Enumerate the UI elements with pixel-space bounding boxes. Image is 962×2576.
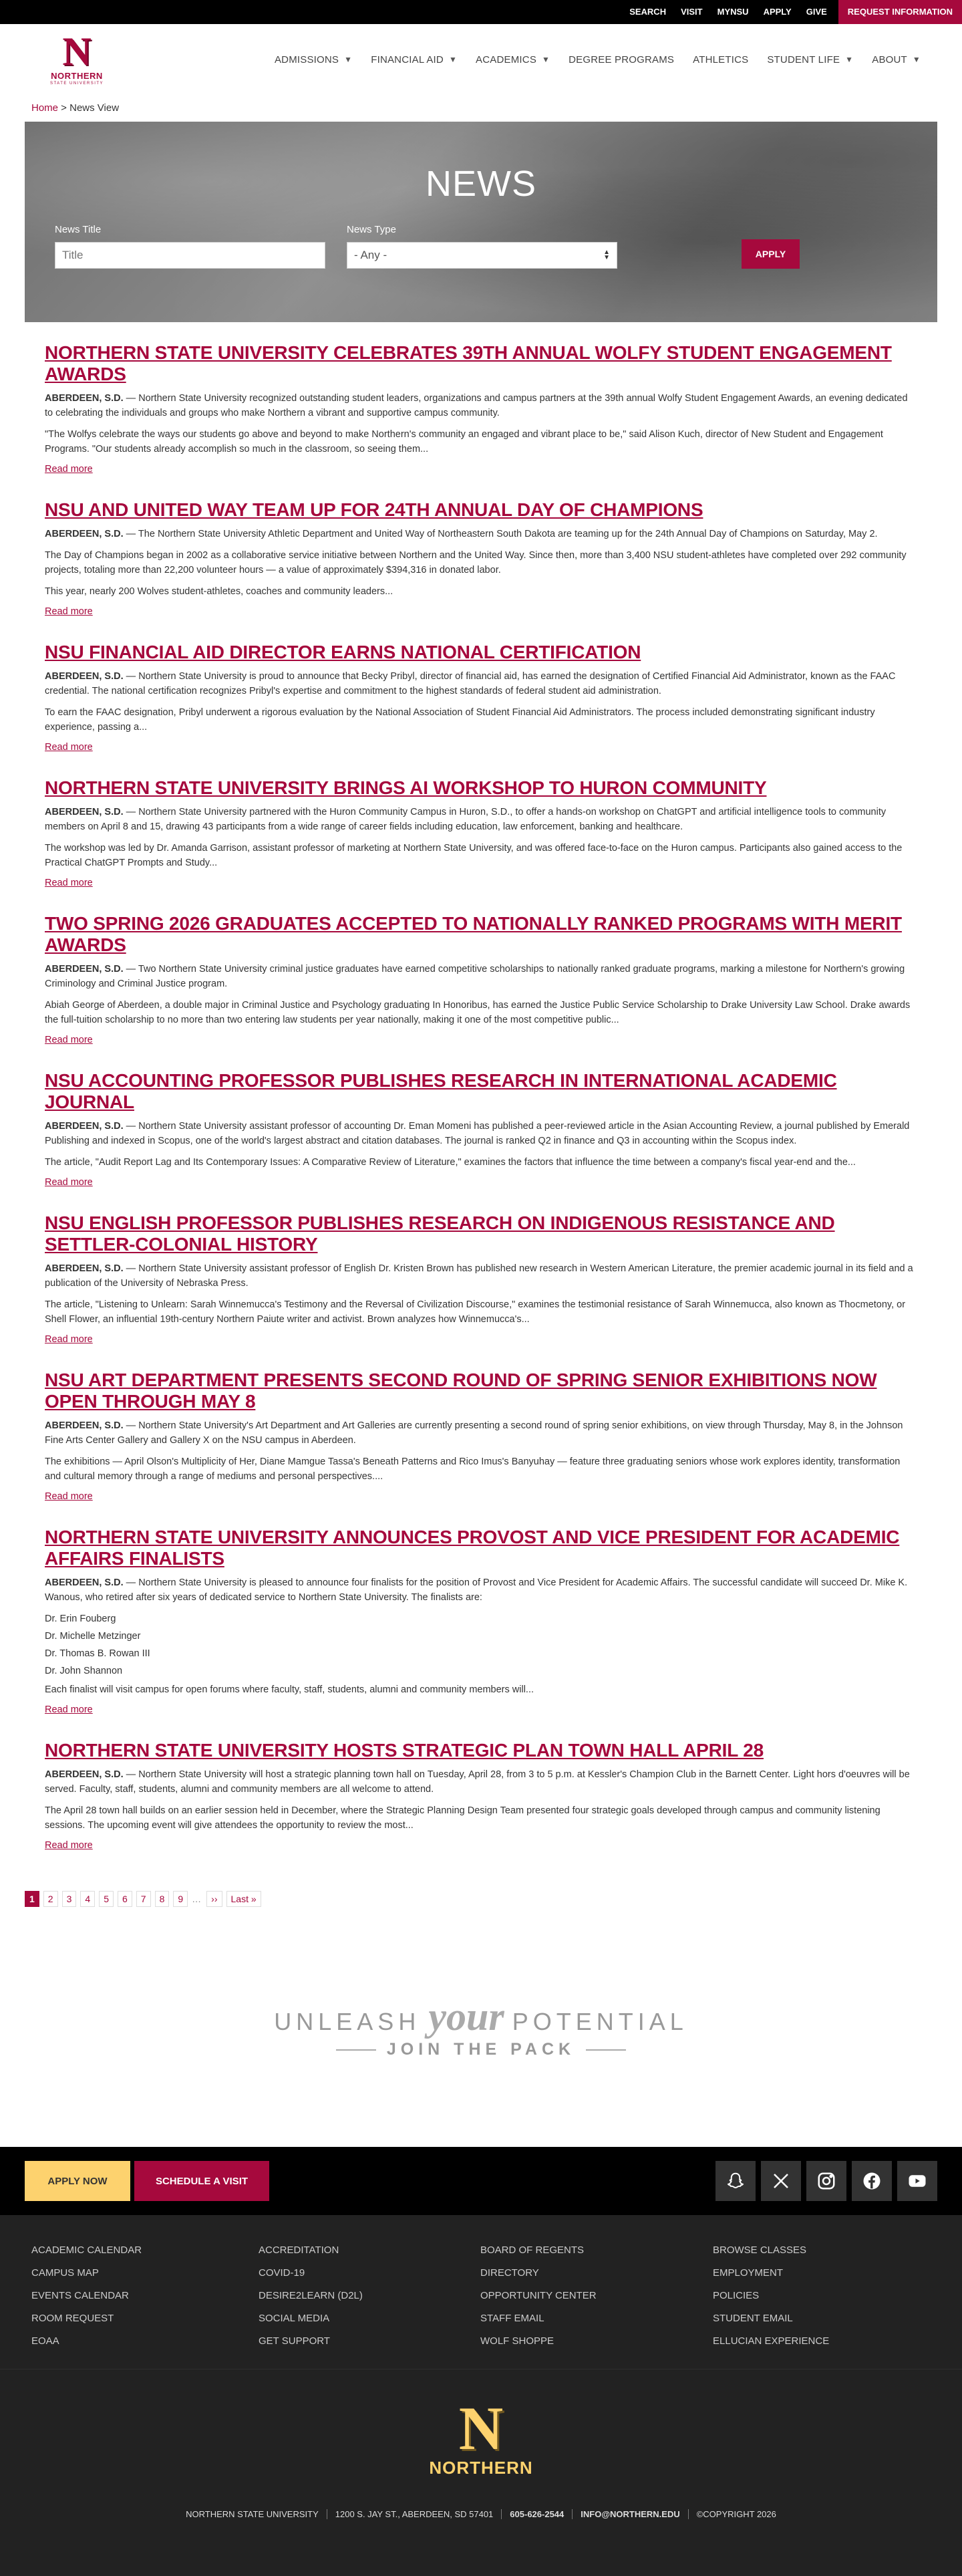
breadcrumb <box>0 95 962 122</box>
news-article <box>45 499 917 618</box>
site-header <box>0 24 962 95</box>
article-lead <box>45 1418 917 1448</box>
footer-link[interactable]: EVENTS CALENDAR <box>31 2290 129 2301</box>
x-icon[interactable] <box>761 2161 801 2201</box>
news-list <box>0 322 962 1851</box>
article-lead-text: — Northern State University recognized outstanding student leaders, organizations and campus partners at the 39th annual Wolfy Student Engagement Awards, an evening dedicated to celebrating the individuals and groups who make Northern a vibrant and supportive campus community. <box>45 393 908 418</box>
finalist-name: Dr. Erin Fouberg <box>45 1614 116 1624</box>
article-lead-text: — Northern State University's Art Department and Art Galleries are currently presenting a second round of spring senior exhibitions, on view through Thursday, May 8, in the Johnson Fine Arts Center Gallery and Gallery X on the NSU campus in Aberdeen. <box>45 1420 903 1446</box>
article-paragraph: Each finalist will visit campus for open forums where faculty, staff, students, alumni and community members will... <box>45 1684 534 1695</box>
article-title-link[interactable]: NSU ENGLISH PROFESSOR PUBLISHES RESEARCH ON INDIGENOUS RESISTANCE AND SETTLER-COLONIAL HISTORY <box>45 1212 835 1255</box>
article-dateline: ABERDEEN, S.D. <box>45 671 124 682</box>
caret-down-icon: ▼ <box>542 55 550 64</box>
page-link-7[interactable]: 7 <box>136 1891 151 1907</box>
article-lead <box>45 669 917 698</box>
article-lead <box>45 527 917 541</box>
news-article <box>45 777 917 889</box>
tagline-divider <box>586 2049 626 2051</box>
footer-phone[interactable]: 605-626-2544 <box>501 2509 572 2519</box>
article-lead <box>45 1119 917 1148</box>
northern-logo[interactable] <box>43 29 110 86</box>
apply-filter-button[interactable]: APPLY <box>742 239 800 269</box>
read-more-link[interactable]: Read more <box>45 1491 93 1502</box>
page-link-4[interactable]: 4 <box>80 1891 95 1907</box>
news-type-select[interactable] <box>347 242 617 269</box>
footer-bottom <box>0 2369 962 2576</box>
search-link[interactable]: SEARCH <box>629 7 667 17</box>
breadcrumb-current: News View <box>69 102 120 114</box>
page-link-1[interactable]: 1 <box>25 1891 39 1907</box>
news-filter-form <box>55 224 907 269</box>
footer-link[interactable]: BROWSE CLASSES <box>713 2244 807 2256</box>
apply-now-button[interactable]: APPLY NOW <box>25 2161 130 2201</box>
facebook-icon[interactable] <box>852 2161 892 2201</box>
article-title-link[interactable]: NSU AND UNITED WAY TEAM UP FOR 24TH ANNUAL DAY OF CHAMPIONS <box>45 499 703 520</box>
footer-link[interactable]: SOCIAL MEDIA <box>259 2313 330 2324</box>
footer-link[interactable]: EMPLOYMENT <box>713 2267 784 2279</box>
pagination <box>0 1876 962 1916</box>
article-paragraph: This year, nearly 200 Wolves student-athletes, coaches and community leaders... <box>45 586 393 597</box>
nav-athletics[interactable] <box>683 54 758 66</box>
article-lead-text: — Two Northern State University criminal justice graduates have earned competitive scholarships to nationally ranked graduate programs, marking a milestone for Northern's growing Criminology and Criminal Justice program. <box>45 964 905 989</box>
footer-link[interactable]: COVID-19 <box>259 2267 305 2279</box>
nav-financial-aid[interactable] <box>361 54 466 66</box>
news-article <box>45 1370 917 1503</box>
nav-about[interactable] <box>862 54 930 66</box>
nav-label: FINANCIAL AID <box>371 53 444 66</box>
article-title-link[interactable]: NORTHERN STATE UNIVERSITY CELEBRATES 39TH ANNUAL WOLFY STUDENT ENGAGEMENT AWARDS <box>45 342 892 384</box>
article-lead-text: — Northern State University is proud to announce that Becky Pribyl, director of financial aid, has earned the designation of Certified Financial Aid Administrator, known as the FAAC credential. The national certification recognizes Pribyl's expertise and commitment to the highest standards of federal student aid administration. <box>45 671 896 696</box>
article-dateline: ABERDEEN, S.D. <box>45 1420 124 1431</box>
youtube-icon[interactable] <box>897 2161 937 2201</box>
news-article <box>45 342 917 475</box>
article-lead <box>45 1575 917 1605</box>
read-more-link[interactable]: Read more <box>45 1177 93 1188</box>
article-lead <box>45 391 917 420</box>
footer-link-column <box>259 2239 480 2353</box>
select-arrows-icon: ▲ ▼ <box>603 249 610 261</box>
news-title-label: News Title <box>55 224 102 235</box>
article-lead-text: — Northern State University will host a strategic planning town hall on Tuesday, April 28, from 3 to 5 p.m. at Kessler's Champion Club in the Barnett Center. Light hors d'oeuvres will be served. Faculty, staff, students, alumni and community members are all welcome to attend. <box>45 1769 910 1795</box>
footer-link[interactable]: ACADEMIC CALENDAR <box>31 2244 142 2256</box>
tagline-unleash: UNLEASH <box>274 2008 421 2035</box>
unleash-your-potential-tagline <box>0 1960 962 2093</box>
nav-label: ADMISSIONS <box>274 53 339 66</box>
page-title: NEWS <box>426 164 536 204</box>
main-nav <box>265 54 930 66</box>
nav-label: ACADEMICS <box>476 53 537 66</box>
footer-link-column <box>31 2239 259 2353</box>
article-dateline: ABERDEEN, S.D. <box>45 1769 124 1780</box>
article-lead-text: — Northern State University assistant professor of accounting Dr. Eman Momeni has published a peer-reviewed article in the Asian Accounting Review, a journal published by Emerald Publishing and indexed in Scopus, one of the world's largest abstract and citation databases. The journal is ranked Q2 in finance and Q3 in accounting within the Scopus index. <box>45 1121 910 1146</box>
footer-link[interactable]: EOAA <box>31 2335 59 2347</box>
read-more-link[interactable]: Read more <box>45 742 93 753</box>
give-link[interactable]: GIVE <box>806 7 827 17</box>
news-article <box>45 1212 917 1345</box>
apply-link[interactable]: APPLY <box>763 7 792 17</box>
article-lead-text: — Northern State University assistant professor of English Dr. Kristen Brown has published new research in Western American Literature, the premier academic journal in its field and a publication of the University of Nebraska Press. <box>45 1263 913 1289</box>
article-paragraph: The exhibitions — April Olson's Multiplicity of Her, Diane Mamgue Tassa's Beneath Patterns and Rico Imus's Banyuhay — feature three graduating seniors whose work explores identity, transformation and cultural memory through a range of mediums and personal perspectives.... <box>45 1456 901 1482</box>
article-title-link[interactable]: NSU FINANCIAL AID DIRECTOR EARNS NATIONAL CERTIFICATION <box>45 642 641 662</box>
page-link-8[interactable]: 8 <box>155 1891 170 1907</box>
footer-logo-word: NORTHERN <box>429 2458 533 2478</box>
caret-down-icon: ▼ <box>448 55 458 64</box>
footer-link[interactable]: CAMPUS MAP <box>31 2267 99 2279</box>
news-hero <box>25 122 937 322</box>
nav-label: ATHLETICS <box>693 53 749 66</box>
news-article <box>45 642 917 753</box>
footer-logo[interactable] <box>429 2394 533 2478</box>
page-link-6[interactable]: 6 <box>118 1891 132 1907</box>
tagline-bottom <box>325 2040 637 2059</box>
footer-link[interactable]: OPPORTUNITY CENTER <box>480 2290 597 2301</box>
article-paragraph: The workshop was led by Dr. Amanda Garrison, assistant professor of marketing at Northern State University, and was offered face-to-face on the Huron campus. Participants also gained access to the Practical ChatGPT Prompts and Study... <box>45 843 903 868</box>
tagline-your: your <box>428 1994 504 2039</box>
caret-down-icon: ▼ <box>912 55 921 64</box>
utility-bar <box>0 0 962 24</box>
footer-links <box>0 2215 962 2369</box>
footer-link[interactable]: ELLUCIAN EXPERIENCE <box>713 2335 830 2347</box>
article-paragraph: Abiah George of Aberdeen, a double major in Criminal Justice and Psychology graduating In Honoribus, has earned the Justice Public Service Scholarship to Drake University Law School. Drake awards the full-tuition scholarship to no more than two entering law students per year nationally, making it one of the most competitive public... <box>45 1000 911 1025</box>
visit-link[interactable]: VISIT <box>681 7 703 17</box>
mynsu-link[interactable]: MYNSU <box>717 7 749 17</box>
footer-link-column <box>713 2239 937 2353</box>
article-paragraph: "The Wolfys celebrate the ways our students go above and beyond to make Northern's community an engaged and vibrant place to be," said Alison Kuch, director of New Student and Engagement Programs. "Our students already accomplish so much in the classroom, so seeing them... <box>45 429 883 455</box>
logo-subtitle: STATE UNIVERSITY <box>49 82 104 86</box>
breadcrumb-separator: > <box>58 102 70 114</box>
tagline-top <box>274 1994 687 2040</box>
article-lead <box>45 805 917 834</box>
footer-contact-info <box>178 2509 784 2519</box>
article-dateline: ABERDEEN, S.D. <box>45 964 124 975</box>
article-lead-text: — Northern State University is pleased to announce four finalists for the position of Provost and Vice President for Academic Affairs. The successful candidate will succeed Dr. Mike K. Wanous, who retired after six years of dedicated service to Northern State University. The finalists are: <box>45 1577 908 1603</box>
nav-degree-programs[interactable] <box>559 54 683 66</box>
read-more-link[interactable]: Read more <box>45 1704 93 1715</box>
type-filter-group <box>347 224 617 269</box>
article-paragraph: To earn the FAAC designation, Pribyl underwent a rigorous evaluation by the National Association of Student Financial Aid Administrators. The process included demonstrating significant industry experience, passing a... <box>45 707 875 733</box>
footer-link[interactable]: DESIRE2LEARN (D2L) <box>259 2290 363 2301</box>
footer-link[interactable]: ROOM REQUEST <box>31 2313 114 2324</box>
news-article <box>45 1527 917 1716</box>
tagline-potential: POTENTIAL <box>512 2008 688 2035</box>
article-title-link[interactable]: TWO SPRING 2026 GRADUATES ACCEPTED TO NATIONALLY RANKED PROGRAMS WITH MERIT AWARDS <box>45 913 902 955</box>
article-dateline: ABERDEEN, S.D. <box>45 393 124 404</box>
finalist-name: Dr. Michelle Metzinger <box>45 1631 141 1642</box>
social-icons <box>710 2161 937 2201</box>
footer-address: 1200 S. JAY ST., ABERDEEN, SD 57401 <box>327 2509 502 2519</box>
footer-university-name: NORTHERN STATE UNIVERSITY <box>186 2509 319 2519</box>
page-link-2[interactable]: 2 <box>43 1891 58 1907</box>
footer-link[interactable]: STUDENT EMAIL <box>713 2313 793 2324</box>
footer-link[interactable]: POLICIES <box>713 2290 760 2301</box>
footer-link[interactable]: ACCREDITATION <box>259 2244 339 2256</box>
footer-link[interactable]: WOLF SHOPPE <box>480 2335 554 2347</box>
article-lead-text: — Northern State University partnered with the Huron Community Campus in Huron, S.D., to offer a hands-on workshop on ChatGPT and artificial intelligence tools to community members on April 8 and 15, drawing 43 participants from a wide range of career fields including education, law enforcement, banking and healthcare. <box>45 807 887 832</box>
article-lead <box>45 1261 917 1291</box>
article-dateline: ABERDEEN, S.D. <box>45 1577 124 1588</box>
footer-copyright: ©COPYRIGHT 2026 <box>688 2509 784 2519</box>
article-paragraph: The April 28 town hall builds on an earlier session held in December, where the Strategic Planning Design Team presented four strategic goals developed through campus and community listening sessions. The upcoming event will give attendees the opportunity to review the most... <box>45 1805 880 1831</box>
article-title-link[interactable]: NORTHERN STATE UNIVERSITY BRINGS AI WORKSHOP TO HURON COMMUNITY <box>45 777 767 798</box>
article-dateline: ABERDEEN, S.D. <box>45 529 124 539</box>
footer-link[interactable]: BOARD OF REGENTS <box>480 2244 585 2256</box>
article-lead-text: — The Northern State University Athletic Department and United Way of Northeastern South Dakota are teaming up for the 24th Annual Day of Champions on Saturday, May 2. <box>123 529 878 539</box>
footer-cta-bar <box>0 2147 962 2215</box>
nav-admissions[interactable] <box>265 54 361 66</box>
page-link-9[interactable]: 9 <box>173 1891 188 1907</box>
news-type-value: - Any - <box>354 249 387 261</box>
tagline-divider <box>336 2049 376 2051</box>
footer-link-column <box>480 2239 713 2353</box>
next-page-link[interactable]: ›› <box>206 1891 222 1907</box>
news-article <box>45 1070 917 1188</box>
logo-word: NORTHERN <box>51 71 103 81</box>
page-link-5[interactable]: 5 <box>99 1891 114 1907</box>
request-information-link[interactable]: REQUEST INFORMATION <box>838 0 962 24</box>
article-paragraph: The Day of Champions began in 2002 as a collaborative service initiative between Northern and the United Way. Since then, more than 3,400 NSU student-athletes have completed over 292 community projects, totaling more than 22,200 volunteer hours — a value of approximately $394,316 in donated labor. <box>45 550 907 575</box>
schedule-visit-button[interactable]: SCHEDULE A VISIT <box>134 2161 269 2201</box>
tagline-join: JOIN THE PACK <box>386 2040 576 2059</box>
news-article <box>45 1740 917 1851</box>
article-paragraph: The article, "Audit Report Lag and Its Contemporary Issues: A Comparative Review of Literature," examines the factors that influence the time between a company's fiscal year-end and the... <box>45 1157 856 1168</box>
news-type-label: News Type <box>347 224 396 235</box>
footer-link[interactable]: STAFF EMAIL <box>480 2313 544 2324</box>
footer-link[interactable]: GET SUPPORT <box>259 2335 330 2347</box>
footer-logo-letter: N <box>458 2394 504 2462</box>
snapchat-icon[interactable] <box>715 2161 756 2201</box>
finalist-name: Dr. John Shannon <box>45 1666 123 1676</box>
read-more-link[interactable]: Read more <box>45 878 93 888</box>
read-more-link[interactable]: Read more <box>45 1334 93 1345</box>
article-title-link[interactable]: NSU ACCOUNTING PROFESSOR PUBLISHES RESEARCH IN INTERNATIONAL ACADEMIC JOURNAL <box>45 1070 837 1112</box>
article-dateline: ABERDEEN, S.D. <box>45 1263 124 1274</box>
article-title-link[interactable]: NORTHERN STATE UNIVERSITY HOSTS STRATEGIC PLAN TOWN HALL APRIL 28 <box>45 1740 764 1761</box>
article-lead <box>45 962 917 991</box>
title-filter-group <box>55 224 325 269</box>
nav-label: ABOUT <box>872 53 907 66</box>
page-ellipsis: … <box>192 1894 202 1904</box>
news-article <box>45 913 917 1046</box>
article-dateline: ABERDEEN, S.D. <box>45 1121 124 1132</box>
article-title-link[interactable]: NSU ART DEPARTMENT PRESENTS SECOND ROUND OF SPRING SENIOR EXHIBITIONS NOW OPEN THROUGH MAY 8 <box>45 1370 877 1412</box>
news-title-input[interactable] <box>55 242 325 269</box>
caret-down-icon: ▼ <box>845 55 854 64</box>
read-more-link[interactable]: Read more <box>45 606 93 617</box>
finalist-list <box>45 1612 917 1678</box>
page-link-3[interactable]: 3 <box>62 1891 77 1907</box>
read-more-link[interactable]: Read more <box>45 464 93 475</box>
nav-label: STUDENT LIFE <box>767 53 840 66</box>
finalist-name: Dr. Thomas B. Rowan III <box>45 1648 150 1659</box>
breadcrumb-home-link[interactable]: Home <box>31 102 59 114</box>
nav-student-life[interactable] <box>758 54 862 66</box>
nav-academics[interactable] <box>466 54 559 66</box>
read-more-link[interactable]: Read more <box>45 1840 93 1851</box>
last-page-link[interactable]: Last » <box>226 1891 261 1907</box>
article-lead <box>45 1767 917 1797</box>
article-dateline: ABERDEEN, S.D. <box>45 807 124 817</box>
caret-down-icon: ▼ <box>344 55 353 64</box>
read-more-link[interactable]: Read more <box>45 1035 93 1045</box>
footer-email[interactable]: INFO@NORTHERN.EDU <box>572 2509 687 2519</box>
article-title-link[interactable]: NORTHERN STATE UNIVERSITY ANNOUNCES PROVOST AND VICE PRESIDENT FOR ACADEMIC AFFAIRS FINALISTS <box>45 1527 900 1569</box>
instagram-icon[interactable] <box>806 2161 846 2201</box>
nav-label: DEGREE PROGRAMS <box>569 53 675 66</box>
logo-letter: N <box>62 29 92 74</box>
footer-link[interactable]: DIRECTORY <box>480 2267 539 2279</box>
article-paragraph: The article, "Listening to Unlearn: Sarah Winnemucca's Testimony and the Reversal of Civilization Discourse," examines the testimonial resistance of Sarah Winnemucca, also known as Thocmetony, or Shell Flower, an influential 19th-century Northern Paiute writer and activist. Brown analyzes how Winnemucca's... <box>45 1299 906 1325</box>
